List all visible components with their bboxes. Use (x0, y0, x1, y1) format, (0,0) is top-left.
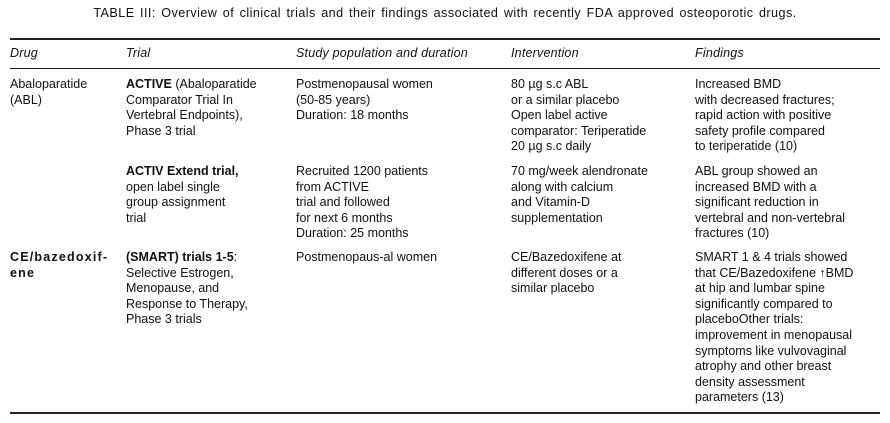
row2-trial-line: group assignment (126, 195, 226, 210)
row3-intervention-line: different doses or a (511, 265, 618, 280)
row1-drug-line: Abaloparatide (10, 77, 88, 91)
row1-trial (126, 77, 257, 139)
row1-intervention-line: Open label active (511, 108, 608, 123)
row1-trial-line: Phase 3 trial (126, 123, 196, 138)
row1-trial-name: ACTIVE (126, 77, 172, 91)
row1-findings-line: with decreased fractures; (695, 92, 835, 107)
row2-trial (126, 164, 239, 226)
row2-intervention (511, 164, 648, 226)
row1-trial-desc: (Abaloparatide (171, 77, 257, 91)
row1-findings (695, 77, 835, 155)
row3-trial-name: (SMART) trials 1-5 (126, 250, 234, 264)
header-findings: Findings (695, 46, 744, 60)
row1-population-line: Duration: 18 months (296, 108, 409, 123)
row3-trial-line: Response to Therapy, (126, 296, 248, 311)
row2-intervention-line: supplementation (511, 210, 603, 225)
row1-population-line: (50-85 years) (296, 92, 371, 107)
row1-trial-line: Vertebral Endpoints), (126, 108, 243, 123)
row3-findings-line: density assessment (695, 374, 805, 389)
row2-intervention-line: 70 mg/week alendronate (511, 164, 648, 178)
row2-findings-line: ABL group showed an (695, 164, 818, 178)
row1-intervention (511, 77, 646, 155)
row3-trial-line: Selective Estrogen, (126, 265, 234, 280)
row2-trial-line: trial (126, 210, 147, 225)
row3-intervention-line: CE/Bazedoxifene at (511, 250, 622, 264)
row2-population-line: Recruited 1200 patients (296, 164, 429, 178)
header-intervention: Intervention (511, 46, 579, 60)
top-rule (10, 38, 880, 40)
row1-intervention-line: or a similar placebo (511, 92, 620, 107)
table-caption: TABLE III: Overview of clinical trials and their findings associated with recently FDA approved osteoporotic drugs. (93, 6, 797, 20)
row2-population-line: Duration: 25 months (296, 226, 409, 241)
row2-intervention-line: and Vitamin-D (511, 195, 590, 210)
row3-trial-line: Phase 3 trials (126, 312, 202, 327)
header-population: Study population and duration (296, 46, 468, 60)
row1-trial-line (126, 77, 257, 93)
row3-population (296, 250, 437, 266)
row3-trial-line (126, 250, 248, 266)
row1-population (296, 77, 433, 124)
row1-findings-line: Increased BMD (695, 77, 782, 91)
row2-trial-name: ACTIV Extend trial, (126, 164, 239, 178)
row1-findings-line: rapid action with positive (695, 108, 832, 123)
row2-population-line: trial and followed (296, 195, 390, 210)
row1-drug (10, 77, 87, 108)
row3-drug-line: ene (10, 265, 36, 280)
row2-findings-line: significant reduction in (695, 195, 819, 210)
row3-findings-line: symptoms like vulvovaginal (695, 343, 847, 358)
row1-findings-line: to teriperatide (10) (695, 139, 798, 154)
row2-intervention-line: along with calcium (511, 179, 614, 194)
row2-population-line: from ACTIVE (296, 179, 369, 194)
row3-population-line: Postmenopaus-al women (296, 250, 438, 264)
row3-findings-line: improvement in menopausal (695, 327, 853, 342)
row3-findings-line: atrophy and other breast (695, 359, 832, 374)
row1-population-line: Postmenopausal women (296, 77, 433, 91)
row2-trial-line: open label single (126, 179, 220, 194)
row3-drug-line: CE/bazedoxif- (10, 250, 109, 264)
row1-drug-line: (ABL) (10, 92, 42, 107)
row3-trial (126, 250, 248, 328)
row3-intervention (511, 250, 622, 297)
row3-trial-colon: : (233, 250, 238, 264)
row1-intervention-line: 20 µg s.c daily (511, 139, 592, 154)
header-rule (10, 68, 880, 69)
row3-findings-line: that CE/Bazedoxifene ↑BMD (695, 265, 854, 280)
row1-trial-line: Comparator Trial In (126, 92, 233, 107)
row3-drug (10, 250, 108, 281)
row3-findings-line: significantly compared to (695, 296, 833, 311)
row3-findings (695, 250, 853, 406)
row3-findings-line: at hip and lumbar spine (695, 281, 825, 296)
header-drug: Drug (10, 46, 38, 60)
row3-intervention-line: similar placebo (511, 281, 595, 296)
row1-intervention-line: 80 µg s.c ABL (511, 77, 589, 91)
row2-population-line: for next 6 months (296, 210, 393, 225)
row1-intervention-line: comparator: Teriperatide (511, 123, 647, 138)
row2-population (296, 164, 428, 242)
row1-findings-line: safety profile compared (695, 123, 825, 138)
row2-findings-line: vertebral and non-vertebral (695, 210, 846, 225)
row3-findings-line: SMART 1 & 4 trials showed (695, 250, 848, 264)
row2-findings-line: increased BMD with a (695, 179, 817, 194)
bottom-rule (10, 412, 880, 414)
row3-trial-line: Menopause, and (126, 281, 220, 296)
row2-findings (695, 164, 845, 242)
row2-findings-line: fractures (10) (695, 226, 770, 241)
row3-findings-line: parameters (13) (695, 390, 784, 405)
row3-findings-line: placeboOther trials: (695, 312, 804, 327)
header-trial: Trial (126, 46, 151, 60)
